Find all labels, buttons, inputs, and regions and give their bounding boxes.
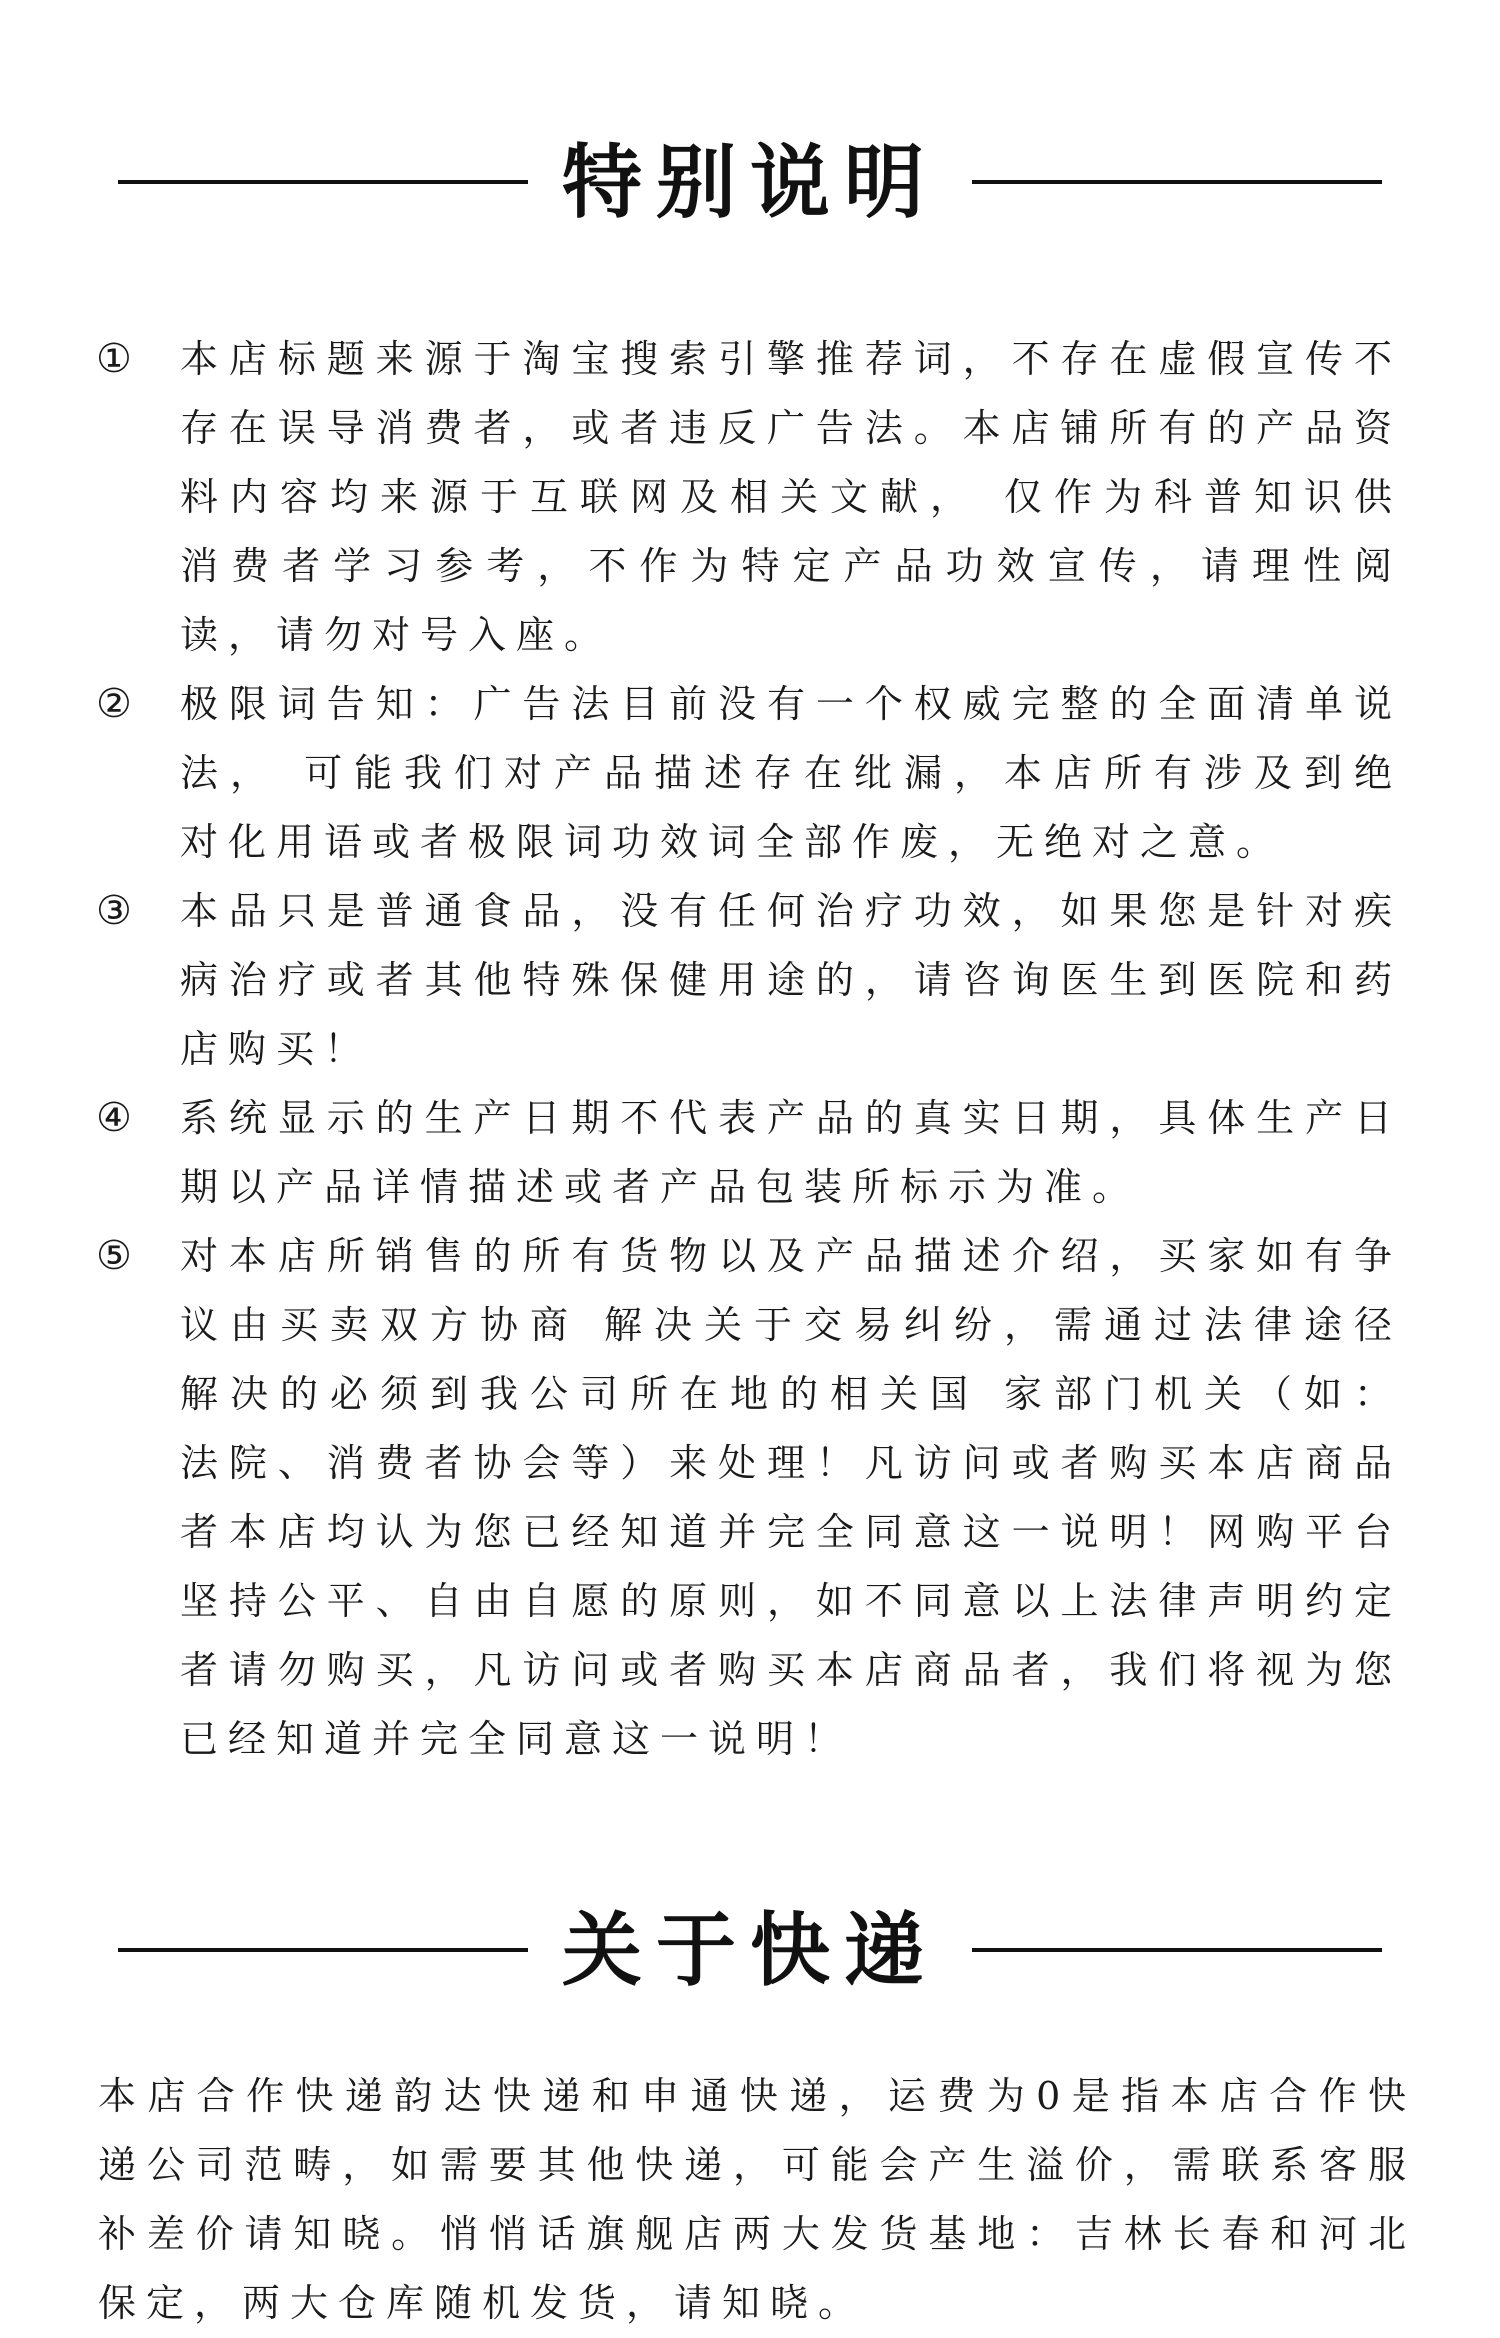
notice-item-marker: ⑤ — [96, 1233, 132, 1279]
notice-item-text: 本店标题来源于淘宝搜索引擎推荐词，不存在虚假宣传不存在误导消费者，或者违反广告法。本店铺所有的产品资料内容均来源于互联网及相关文献， 仅作为科普知识供消费者学习参考，不作为特定产品功效宣传，请理性阅读，请勿对号入座。 — [180, 337, 1402, 657]
notice-item-marker: ② — [96, 681, 132, 727]
notice-item-marker: ③ — [96, 888, 132, 934]
notice-item-marker: ④ — [96, 1095, 132, 1141]
express-title: 关于快递 — [562, 1903, 938, 1997]
notice-item-text: 极限词告知：广告法目前没有一个权威完整的全面清单说法， 可能我们对产品描述存在纰漏，本店所有涉及到绝对化用语或者极限词功效词全部作废，无绝对之意。 — [180, 682, 1402, 864]
notice-item-text: 对本店所销售的所有货物以及产品描述介绍，买家如有争议由买卖双方协商 解决关于交易纠纷，需通过法律途径解决的必须到我公司所在地的相关国 家部门机关（如：法院、消费者协会等）来处理！凡访问或者购买本店商品 者本店均认为您已经知道并完全同意这一说明！网购平台坚持公平、自由自愿的原则，如不同意以上法律声明约定者请勿购买，凡访问或者购买本店商品者，我们将视为您已经知道并完全同意这一说明！ — [180, 1234, 1402, 1761]
notice-item — [96, 670, 1402, 877]
header-rule-right — [972, 180, 1382, 184]
notice-item — [96, 877, 1402, 1084]
header-rule-left — [118, 180, 528, 184]
notice-item — [96, 1084, 1402, 1222]
express-header — [0, 1890, 1500, 2010]
header-rule-left — [118, 1948, 528, 1952]
notice-item-text: 系统显示的生产日期不代表产品的真实日期，具体生产日期以产品详情描述或者产品包装所标示为准。 — [180, 1096, 1402, 1209]
notice-item-text: 本品只是普通食品，没有任何治疗功效，如果您是针对疾病治疗或者其他特殊保健用途的，请咨询医生到医院和药店购买！ — [180, 889, 1402, 1071]
express-text: 本店合作快递韵达快递和申通快递，运费为0是指本店合作快递公司范畴，如需要其他快递，可能会产生溢价，需联系客服补差价请知晓。悄悄话旗舰店两大发货基地：吉林长春和河北保定，两大仓库随机发货，请知晓。 — [98, 2074, 1416, 2325]
header-rule-right — [972, 1948, 1382, 1952]
special-notice-list — [96, 325, 1402, 1774]
notice-item — [96, 1222, 1402, 1774]
special-notice-header — [0, 122, 1500, 242]
notice-item — [96, 325, 1402, 670]
notice-item-marker: ① — [96, 336, 132, 382]
special-notice-title: 特别说明 — [562, 135, 938, 229]
